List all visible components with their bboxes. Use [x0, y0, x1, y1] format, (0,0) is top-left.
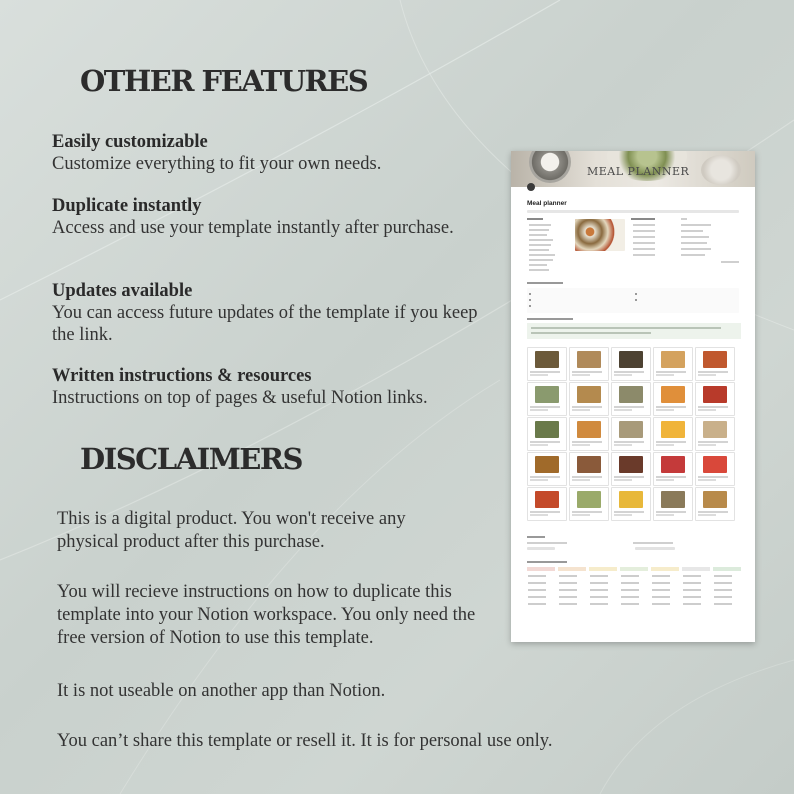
feature-description: Customize everything to fit your own needs. — [52, 154, 382, 174]
feature-description: Instructions on top of pages & useful Notion links. — [52, 388, 428, 408]
feature-item-duplicate — [52, 195, 472, 239]
preview-note — [527, 323, 741, 339]
feature-item-updates — [52, 280, 482, 346]
feature-description: You can access future updates of the template if you keep the link. — [52, 303, 478, 345]
other-features-heading: OTHER FEATURES — [80, 64, 368, 98]
preview-weekly-calendar — [527, 567, 741, 627]
notion-template-preview — [511, 151, 755, 642]
disclaimer-instructions: You will recieve instructions on how to duplicate this template into your Notion workspace. You only need the free version of Notion to use this template. — [57, 582, 476, 648]
disclaimer-digital-product: This is a digital product. You won't receive any physical product after this purchase. — [57, 509, 406, 552]
feature-title: Updates available — [52, 281, 193, 301]
feature-item-instructions — [52, 365, 522, 409]
disclaimers-heading: DISCLAIMERS — [80, 442, 302, 476]
feature-description: Access and use your template instantly after purchase. — [52, 218, 454, 238]
preview-page-title: Meal planner — [527, 200, 567, 207]
feature-item-customizable — [52, 131, 502, 175]
feature-title: Duplicate instantly — [52, 196, 202, 216]
feature-title: Written instructions & resources — [52, 366, 312, 386]
disclaimer-personal-use: You can’t share this template or resell it. It is for personal use only. — [57, 731, 553, 751]
preview-banner-title: MEAL PLANNER — [587, 165, 690, 178]
feature-title: Easily customizable — [52, 132, 208, 152]
preview-page-icon — [527, 183, 535, 191]
disclaimer-notion-only: It is not useable on another app than Notion. — [57, 681, 386, 701]
